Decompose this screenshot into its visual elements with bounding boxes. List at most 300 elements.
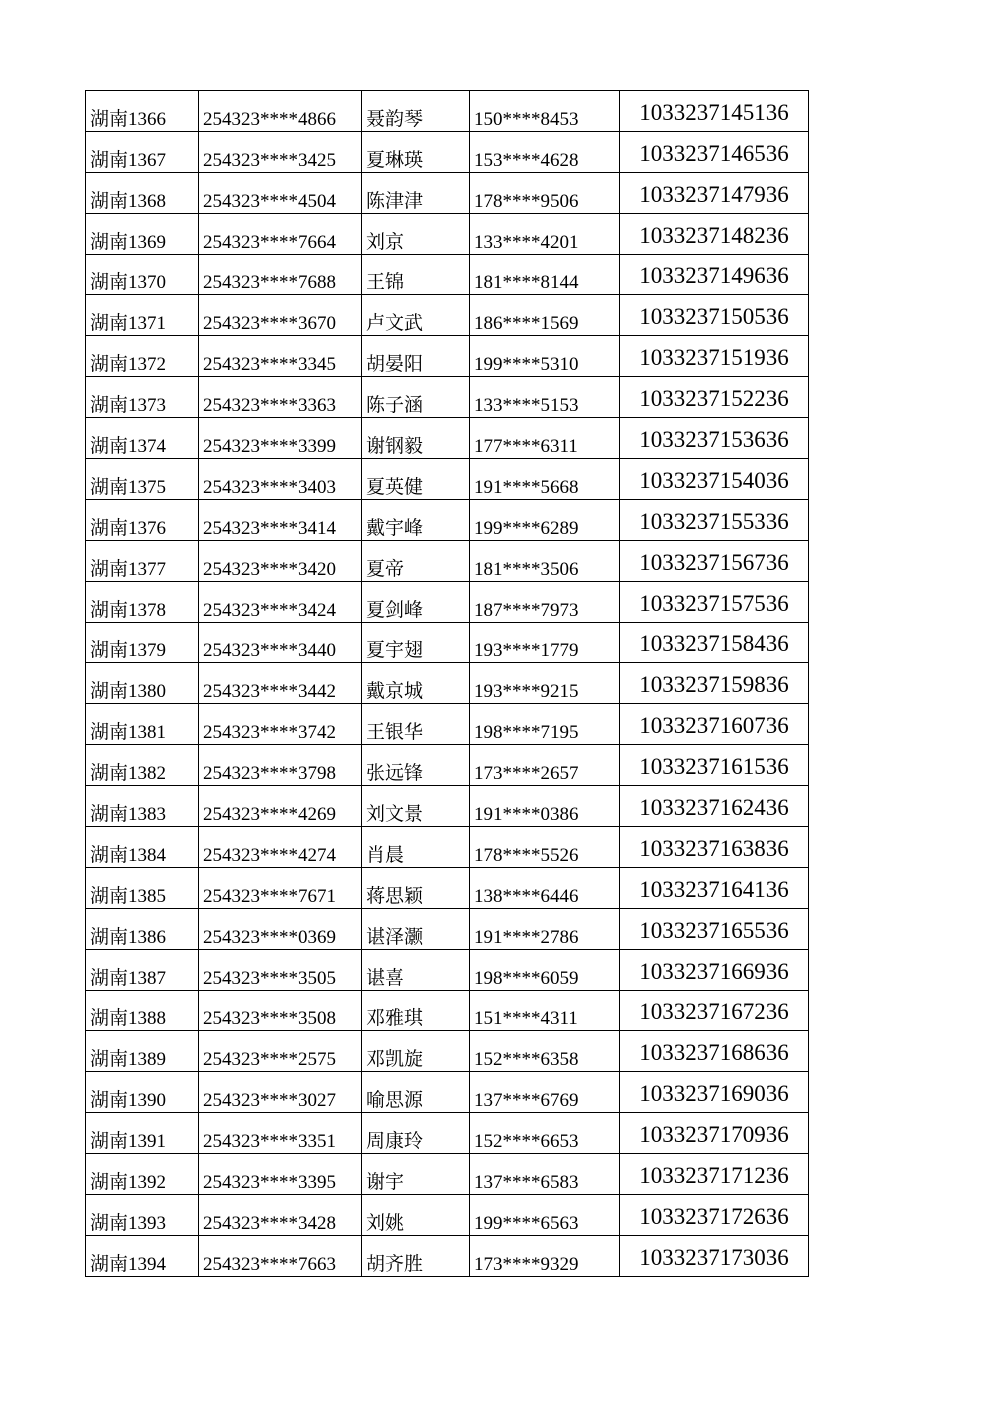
records-table-body	[86, 91, 809, 1277]
code-cell	[620, 622, 809, 663]
phone-cell-text: 178****5526	[474, 844, 579, 866]
serial-cell	[86, 581, 199, 622]
id-number-cell-text: 254323****7688	[203, 272, 336, 294]
id-number-cell	[199, 213, 362, 254]
id-number-cell	[199, 867, 362, 908]
id-number-cell-text: 254323****4504	[203, 190, 336, 212]
name-cell	[362, 786, 470, 827]
phone-cell	[470, 827, 620, 868]
id-number-cell	[199, 949, 362, 990]
code-cell-text: 1033237164136	[639, 876, 789, 902]
phone-cell	[470, 172, 620, 213]
name-cell	[362, 336, 470, 377]
id-number-cell	[199, 377, 362, 418]
phone-cell	[470, 131, 620, 172]
phone-cell	[470, 254, 620, 295]
id-number-cell	[199, 908, 362, 949]
phone-cell-text: 198****7195	[474, 722, 579, 744]
id-number-cell	[199, 540, 362, 581]
name-cell	[362, 1072, 470, 1113]
code-cell-text: 1033237145136	[639, 99, 789, 125]
code-cell-text: 1033237157536	[639, 590, 789, 616]
name-cell-text: 卢文武	[366, 313, 424, 335]
code-cell-text: 1033237152236	[639, 386, 789, 412]
phone-cell-text: 199****5310	[474, 354, 579, 376]
serial-cell	[86, 213, 199, 254]
serial-cell-text: 湖南1391	[90, 1131, 167, 1153]
id-number-cell	[199, 704, 362, 745]
code-cell-text: 1033237172636	[639, 1203, 789, 1229]
code-cell	[620, 499, 809, 540]
name-cell	[362, 622, 470, 663]
name-cell	[362, 1031, 470, 1072]
serial-cell-text: 湖南1381	[90, 722, 167, 744]
phone-cell	[470, 91, 620, 132]
serial-cell	[86, 295, 199, 336]
serial-cell	[86, 745, 199, 786]
id-number-cell	[199, 827, 362, 868]
serial-cell-text: 湖南1389	[90, 1049, 167, 1071]
serial-cell-text: 湖南1374	[90, 436, 167, 458]
serial-cell-text: 湖南1368	[90, 190, 167, 212]
id-number-cell-text: 254323****3742	[203, 722, 336, 744]
id-number-cell-text: 254323****4269	[203, 804, 336, 826]
name-cell	[362, 745, 470, 786]
serial-cell	[86, 622, 199, 663]
id-number-cell	[199, 254, 362, 295]
phone-cell	[470, 1235, 620, 1276]
code-cell	[620, 1195, 809, 1236]
code-cell-text: 1033237147936	[639, 181, 789, 207]
serial-cell-text: 湖南1386	[90, 926, 167, 948]
table-row	[86, 663, 809, 704]
phone-cell-text: 199****6563	[474, 1212, 579, 1234]
code-cell	[620, 540, 809, 581]
phone-cell	[470, 908, 620, 949]
serial-cell-text: 湖南1379	[90, 640, 167, 662]
serial-cell	[86, 867, 199, 908]
id-number-cell-text: 254323****3351	[203, 1131, 336, 1153]
code-cell	[620, 1235, 809, 1276]
phone-cell	[470, 786, 620, 827]
id-number-cell-text: 254323****3363	[203, 395, 336, 417]
serial-cell	[86, 1031, 199, 1072]
table-row	[86, 418, 809, 459]
phone-cell-text: 177****6311	[474, 436, 578, 458]
id-number-cell	[199, 786, 362, 827]
serial-cell-text: 湖南1380	[90, 681, 167, 703]
table-row	[86, 745, 809, 786]
table-row	[86, 827, 809, 868]
id-number-cell	[199, 172, 362, 213]
serial-cell-text: 湖南1378	[90, 599, 167, 621]
id-number-cell-text: 254323****3428	[203, 1212, 336, 1234]
serial-cell-text: 湖南1388	[90, 1008, 167, 1030]
name-cell-text: 刘姚	[366, 1212, 405, 1234]
phone-cell-text: 193****1779	[474, 640, 579, 662]
name-cell-text: 蒋思颖	[366, 885, 424, 907]
phone-cell-text: 181****8144	[474, 272, 579, 294]
phone-cell	[470, 540, 620, 581]
code-cell-text: 1033237167236	[639, 999, 789, 1025]
serial-cell	[86, 1113, 199, 1154]
code-cell-text: 1033237170936	[639, 1122, 789, 1148]
code-cell	[620, 459, 809, 500]
name-cell	[362, 581, 470, 622]
table-row	[86, 172, 809, 213]
id-number-cell-text: 254323****7671	[203, 885, 336, 907]
serial-cell	[86, 336, 199, 377]
table-row	[86, 540, 809, 581]
id-number-cell	[199, 459, 362, 500]
name-cell	[362, 172, 470, 213]
phone-cell-text: 181****3506	[474, 558, 579, 580]
name-cell	[362, 540, 470, 581]
phone-cell	[470, 418, 620, 459]
serial-cell	[86, 91, 199, 132]
serial-cell	[86, 540, 199, 581]
serial-cell-text: 湖南1392	[90, 1172, 167, 1194]
name-cell	[362, 1113, 470, 1154]
phone-cell-text: 191****5668	[474, 476, 579, 498]
phone-cell-text: 152****6358	[474, 1049, 579, 1071]
phone-cell-text: 186****1569	[474, 313, 579, 335]
code-cell	[620, 908, 809, 949]
id-number-cell	[199, 581, 362, 622]
code-cell-text: 1033237146536	[639, 140, 789, 166]
id-number-cell-text: 254323****7663	[203, 1253, 336, 1275]
name-cell	[362, 254, 470, 295]
name-cell-text: 邓凯旋	[366, 1049, 424, 1071]
serial-cell	[86, 990, 199, 1031]
name-cell-text: 张远锋	[366, 763, 424, 785]
serial-cell	[86, 172, 199, 213]
name-cell	[362, 418, 470, 459]
name-cell	[362, 663, 470, 704]
name-cell-text: 胡晏阳	[366, 354, 424, 376]
phone-cell-text: 137****6583	[474, 1172, 579, 1194]
id-number-cell	[199, 663, 362, 704]
code-cell-text: 1033237169036	[639, 1081, 789, 1107]
serial-cell	[86, 949, 199, 990]
id-number-cell-text: 254323****3403	[203, 476, 336, 498]
serial-cell-text: 湖南1382	[90, 763, 167, 785]
serial-cell	[86, 1072, 199, 1113]
code-cell	[620, 581, 809, 622]
serial-cell-text: 湖南1383	[90, 804, 167, 826]
id-number-cell-text: 254323****2575	[203, 1049, 336, 1071]
serial-cell	[86, 1195, 199, 1236]
phone-cell	[470, 1195, 620, 1236]
serial-cell-text: 湖南1390	[90, 1090, 167, 1112]
id-number-cell-text: 254323****4274	[203, 844, 336, 866]
table-row	[86, 1195, 809, 1236]
id-number-cell-text: 254323****3424	[203, 599, 336, 621]
phone-cell-text: 152****6653	[474, 1131, 579, 1153]
phone-cell-text: 193****9215	[474, 681, 579, 703]
serial-cell-text: 湖南1370	[90, 272, 167, 294]
table-row	[86, 704, 809, 745]
serial-cell	[86, 418, 199, 459]
serial-cell-text: 湖南1384	[90, 844, 167, 866]
phone-cell	[470, 949, 620, 990]
phone-cell-text: 133****5153	[474, 395, 579, 417]
name-cell-text: 周康玲	[366, 1131, 424, 1153]
table-row	[86, 867, 809, 908]
id-number-cell	[199, 336, 362, 377]
name-cell-text: 刘京	[366, 231, 405, 253]
name-cell-text: 聂韵琴	[366, 108, 424, 130]
table-row	[86, 908, 809, 949]
serial-cell-text: 湖南1375	[90, 476, 167, 498]
phone-cell-text: 137****6769	[474, 1090, 579, 1112]
phone-cell	[470, 622, 620, 663]
phone-cell	[470, 499, 620, 540]
code-cell	[620, 1113, 809, 1154]
phone-cell	[470, 1154, 620, 1195]
serial-cell-text: 湖南1394	[90, 1253, 167, 1275]
code-cell	[620, 295, 809, 336]
code-cell	[620, 254, 809, 295]
table-row	[86, 949, 809, 990]
phone-cell-text: 198****6059	[474, 967, 579, 989]
phone-cell	[470, 581, 620, 622]
table-row	[86, 786, 809, 827]
id-number-cell-text: 254323****7664	[203, 231, 336, 253]
code-cell	[620, 949, 809, 990]
code-cell-text: 1033237163836	[639, 835, 789, 861]
code-cell-text: 1033237171236	[639, 1163, 789, 1189]
serial-cell-text: 湖南1371	[90, 313, 167, 335]
id-number-cell	[199, 990, 362, 1031]
table-row	[86, 377, 809, 418]
name-cell	[362, 704, 470, 745]
id-number-cell-text: 254323****3505	[203, 967, 336, 989]
id-number-cell	[199, 1195, 362, 1236]
code-cell-text: 1033237165536	[639, 917, 789, 943]
id-number-cell-text: 254323****3440	[203, 640, 336, 662]
phone-cell-text: 138****6446	[474, 885, 579, 907]
serial-cell-text: 湖南1366	[90, 108, 167, 130]
name-cell	[362, 295, 470, 336]
phone-cell-text: 178****9506	[474, 190, 579, 212]
code-cell-text: 1033237173036	[639, 1244, 789, 1270]
name-cell-text: 谢宇	[366, 1172, 405, 1194]
code-cell-text: 1033237149636	[639, 263, 789, 289]
id-number-cell	[199, 622, 362, 663]
name-cell-text: 夏琳瑛	[366, 149, 424, 171]
code-cell	[620, 91, 809, 132]
serial-cell-text: 湖南1373	[90, 395, 167, 417]
code-cell	[620, 336, 809, 377]
table-row	[86, 581, 809, 622]
table-row	[86, 336, 809, 377]
phone-cell-text: 150****8453	[474, 108, 579, 130]
serial-cell	[86, 663, 199, 704]
name-cell-text: 谌喜	[366, 967, 405, 989]
phone-cell	[470, 704, 620, 745]
name-cell-text: 肖晨	[366, 844, 405, 866]
code-cell	[620, 213, 809, 254]
code-cell-text: 1033237162436	[639, 795, 789, 821]
id-number-cell	[199, 1154, 362, 1195]
id-number-cell	[199, 1072, 362, 1113]
code-cell	[620, 131, 809, 172]
name-cell-text: 邓雅琪	[366, 1008, 424, 1030]
name-cell-text: 谢钢毅	[366, 436, 424, 458]
name-cell-text: 谌泽灏	[366, 926, 424, 948]
name-cell-text: 陈津津	[366, 190, 424, 212]
code-cell-text: 1033237161536	[639, 754, 789, 780]
name-cell	[362, 377, 470, 418]
serial-cell	[86, 1154, 199, 1195]
name-cell-text: 刘文景	[366, 804, 424, 826]
code-cell	[620, 867, 809, 908]
code-cell-text: 1033237159836	[639, 672, 789, 698]
table-row	[86, 254, 809, 295]
table-row	[86, 1154, 809, 1195]
table-row	[86, 213, 809, 254]
code-cell	[620, 418, 809, 459]
id-number-cell-text: 254323****3414	[203, 517, 336, 539]
id-number-cell-text: 254323****3798	[203, 763, 336, 785]
phone-cell-text: 151****4311	[474, 1008, 578, 1030]
id-number-cell-text: 254323****3508	[203, 1008, 336, 1030]
name-cell-text: 夏剑峰	[366, 599, 424, 621]
id-number-cell-text: 254323****3420	[203, 558, 336, 580]
table-row	[86, 1235, 809, 1276]
serial-cell	[86, 786, 199, 827]
code-cell	[620, 827, 809, 868]
code-cell-text: 1033237156736	[639, 549, 789, 575]
phone-cell-text: 187****7973	[474, 599, 579, 621]
serial-cell	[86, 704, 199, 745]
name-cell-text: 夏宇翅	[366, 640, 424, 662]
name-cell	[362, 131, 470, 172]
code-cell	[620, 377, 809, 418]
code-cell	[620, 663, 809, 704]
id-number-cell-text: 254323****3670	[203, 313, 336, 335]
name-cell-text: 陈子涵	[366, 395, 424, 417]
phone-cell-text: 191****0386	[474, 804, 579, 826]
name-cell	[362, 1195, 470, 1236]
table-row	[86, 91, 809, 132]
code-cell-text: 1033237160736	[639, 713, 789, 739]
serial-cell-text: 湖南1393	[90, 1212, 167, 1234]
code-cell-text: 1033237150536	[639, 304, 789, 330]
code-cell-text: 1033237166936	[639, 958, 789, 984]
id-number-cell	[199, 499, 362, 540]
name-cell	[362, 1154, 470, 1195]
phone-cell-text: 173****9329	[474, 1253, 579, 1275]
code-cell-text: 1033237158436	[639, 631, 789, 657]
phone-cell	[470, 295, 620, 336]
id-number-cell-text: 254323****4866	[203, 108, 336, 130]
table-row	[86, 1072, 809, 1113]
id-number-cell-text: 254323****3442	[203, 681, 336, 703]
id-number-cell	[199, 1235, 362, 1276]
phone-cell	[470, 377, 620, 418]
name-cell-text: 王锦	[366, 272, 405, 294]
id-number-cell	[199, 745, 362, 786]
records-table	[85, 90, 809, 1277]
serial-cell-text: 湖南1372	[90, 354, 167, 376]
code-cell-text: 1033237154036	[639, 467, 789, 493]
name-cell-text: 胡齐胜	[366, 1253, 424, 1275]
name-cell	[362, 91, 470, 132]
phone-cell	[470, 1031, 620, 1072]
code-cell	[620, 704, 809, 745]
table-row	[86, 1113, 809, 1154]
phone-cell	[470, 213, 620, 254]
name-cell	[362, 990, 470, 1031]
id-number-cell	[199, 295, 362, 336]
serial-cell	[86, 827, 199, 868]
id-number-cell	[199, 1031, 362, 1072]
serial-cell	[86, 131, 199, 172]
code-cell	[620, 1072, 809, 1113]
table-row	[86, 990, 809, 1031]
name-cell	[362, 827, 470, 868]
phone-cell	[470, 336, 620, 377]
name-cell	[362, 459, 470, 500]
name-cell	[362, 908, 470, 949]
code-cell	[620, 990, 809, 1031]
phone-cell-text: 133****4201	[474, 231, 579, 253]
code-cell-text: 1033237155336	[639, 508, 789, 534]
name-cell-text: 王银华	[366, 722, 424, 744]
name-cell	[362, 499, 470, 540]
serial-cell-text: 湖南1367	[90, 149, 167, 171]
phone-cell-text: 153****4628	[474, 149, 579, 171]
serial-cell	[86, 499, 199, 540]
name-cell-text: 夏帝	[366, 558, 405, 580]
serial-cell-text: 湖南1369	[90, 231, 167, 253]
phone-cell-text: 191****2786	[474, 926, 579, 948]
code-cell-text: 1033237151936	[639, 345, 789, 371]
serial-cell-text: 湖南1387	[90, 967, 167, 989]
id-number-cell	[199, 1113, 362, 1154]
table-row	[86, 1031, 809, 1072]
code-cell-text: 1033237168636	[639, 1040, 789, 1066]
name-cell	[362, 213, 470, 254]
table-row	[86, 131, 809, 172]
name-cell	[362, 1235, 470, 1276]
code-cell	[620, 1154, 809, 1195]
phone-cell-text: 199****6289	[474, 517, 579, 539]
phone-cell	[470, 867, 620, 908]
serial-cell	[86, 908, 199, 949]
phone-cell	[470, 663, 620, 704]
serial-cell	[86, 377, 199, 418]
code-cell-text: 1033237153636	[639, 427, 789, 453]
code-cell	[620, 1031, 809, 1072]
id-number-cell	[199, 91, 362, 132]
code-cell	[620, 745, 809, 786]
phone-cell-text: 173****2657	[474, 763, 579, 785]
serial-cell	[86, 459, 199, 500]
id-number-cell-text: 254323****3345	[203, 354, 336, 376]
serial-cell-text: 湖南1377	[90, 558, 167, 580]
serial-cell	[86, 1235, 199, 1276]
code-cell	[620, 786, 809, 827]
id-number-cell-text: 254323****3395	[203, 1172, 336, 1194]
name-cell-text: 戴京城	[366, 681, 424, 703]
name-cell	[362, 949, 470, 990]
serial-cell	[86, 254, 199, 295]
id-number-cell-text: 254323****3027	[203, 1090, 336, 1112]
id-number-cell-text: 254323****3399	[203, 436, 336, 458]
